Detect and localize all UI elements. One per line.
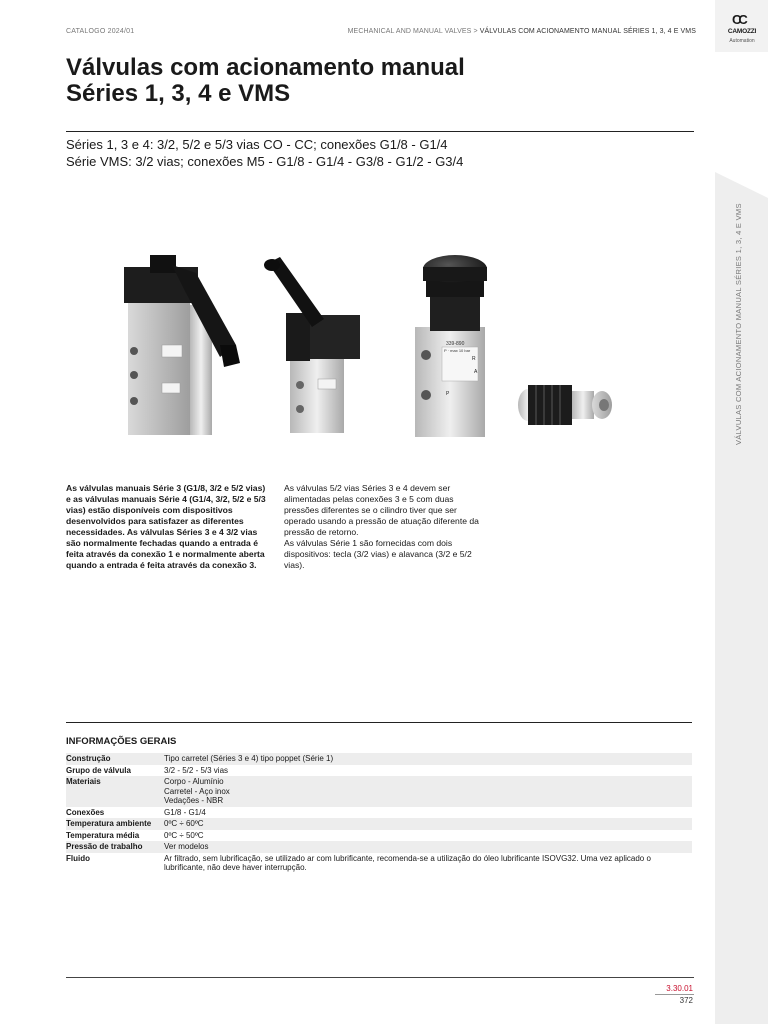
table-row (66, 830, 692, 842)
lever-valve-image (124, 255, 240, 435)
page-number: 372 (679, 996, 693, 1005)
row-value: 3/2 - 5/2 - 5/3 vias (164, 765, 229, 775)
breadcrumb (348, 28, 696, 35)
row-label: Materiais (66, 777, 101, 786)
push-button-valve-image (415, 255, 487, 437)
table-row (66, 753, 692, 765)
intro-column-1: As válvulas manuais Série 3 (G1/8, 3/2 e 5/2 vias) e as válvulas manuais Série 4 (G1/4, 3/2, 5/2 e 5/3 vias) estão disponíveis com dispositivos desenvolvidos para satisfazer as diferentes necessidades. As válvulas Séries 3 e 4 3/2 vias são normalmente fechadas quando a entrada é feita através da conexão 1 e normalmente aberta quando a entrada é feita através da conexão 3. (66, 483, 266, 570)
table-row (66, 841, 692, 853)
logo-name: CAMOZZI (727, 28, 757, 35)
subtitle-line1: Séries 1, 3 e 4: 3/2, 5/2 e 5/3 vias CO - CC; conexões G1/8 - G1/4 (66, 137, 448, 152)
row-label: Fluido (66, 853, 90, 863)
section-code: 3.30.01 (666, 984, 693, 993)
page-subtitle (66, 136, 686, 170)
row-value: 0ºC ÷ 60ºC (164, 819, 204, 828)
valve-pressure-label: P · max 10 bar (444, 348, 471, 353)
page-title-line2: Séries 1, 3, 4 e VMS (66, 80, 291, 107)
intro-col2-paragraph-2: As válvulas Série 1 são fornecidas com dois dispositivos: tecla (3/2 vias) e alavanca (3/2 e 5/2 vias). (284, 538, 472, 570)
table-row (66, 853, 692, 874)
row-label: Pressão de trabalho (66, 842, 143, 851)
row-label: Temperatura ambiente (66, 819, 152, 828)
port-label-r: R (472, 356, 476, 362)
table-row (66, 818, 692, 830)
subtitle-line2: Série VMS: 3/2 vias; conexões M5 - G1/8 - G1/4 - G3/8 - G1/2 - G3/4 (66, 154, 464, 169)
port-label-a: A (474, 369, 478, 375)
row-value (164, 776, 692, 807)
breadcrumb-parent[interactable]: MECHANICAL AND MANUAL VALVES (347, 28, 472, 35)
row-label: Temperatura média (66, 830, 140, 840)
logo-subtitle: Automation (729, 38, 755, 44)
breadcrumb-current: VÁLVULAS COM ACIONAMENTO MANUAL SÉRIES 1, 3, 4 E VMS (479, 28, 696, 35)
row-label: Construção (66, 754, 111, 763)
row-value: G1/8 - G1/4 (164, 807, 206, 817)
catalog-label-text: CATALOGO (66, 28, 106, 35)
page-title (66, 55, 626, 107)
logo-mark-icon: CC (732, 12, 745, 27)
material-line: Vedações - NBR (164, 796, 224, 805)
camozzi-logo (715, 0, 768, 52)
row-value: Tipo carretel (Séries 3 e 4) tipo poppet (Série 1) (164, 754, 334, 763)
material-line: Carretel - Aço inox (164, 786, 230, 796)
catalog-version: 2024/01 (107, 28, 135, 35)
breadcrumb-separator: > (473, 28, 478, 35)
page-title-line1: Válvulas com acionamento manual (66, 54, 465, 81)
title-divider (66, 131, 694, 132)
port-label-p: P (446, 391, 450, 397)
material-line: Corpo - Alumínio (164, 777, 224, 786)
footer-divider (66, 977, 694, 978)
general-info-heading: INFORMAÇÕES GERAIS (66, 736, 177, 747)
vms-valve-image (518, 385, 612, 425)
info-divider (66, 722, 692, 723)
row-label: Conexões (66, 807, 105, 817)
row-value: Ver modelos (164, 842, 209, 851)
row-value: 0ºC ÷ 50ºC (164, 830, 204, 840)
row-label: Grupo de válvula (66, 765, 131, 775)
row-value: Ar filtrado, sem lubrificação, se utilizado ar com lubrificante, recomenda-se a utilização do óleo lubrificante ISOVG32. Uma vez aplicado o lubrificante, não deve haver interrupção. (164, 853, 651, 872)
catalog-label (66, 28, 134, 35)
table-row (66, 807, 692, 819)
intro-col2-paragraph-1: As válvulas 5/2 vias Séries 3 e 4 devem ser alimentadas pelas conexões 3 e 5 com duas pressões diferentes se o cilindro tiver que ser operado usando a pressão de atuação diferente da pressão de retorno. (284, 483, 479, 537)
footer-code-underline (655, 994, 694, 995)
intro-column-2 (284, 483, 480, 571)
product-images (110, 245, 670, 445)
table-row (66, 776, 692, 807)
table-row (66, 765, 692, 777)
general-info-table (66, 753, 692, 874)
valve-model-label: 339-890 (446, 341, 465, 347)
side-tab-text: VÁLVULAS COM ACIONAMENTO MANUAL SÉRIES 1, 3, 4 E VMS (734, 203, 743, 445)
small-lever-valve-image (264, 257, 360, 433)
